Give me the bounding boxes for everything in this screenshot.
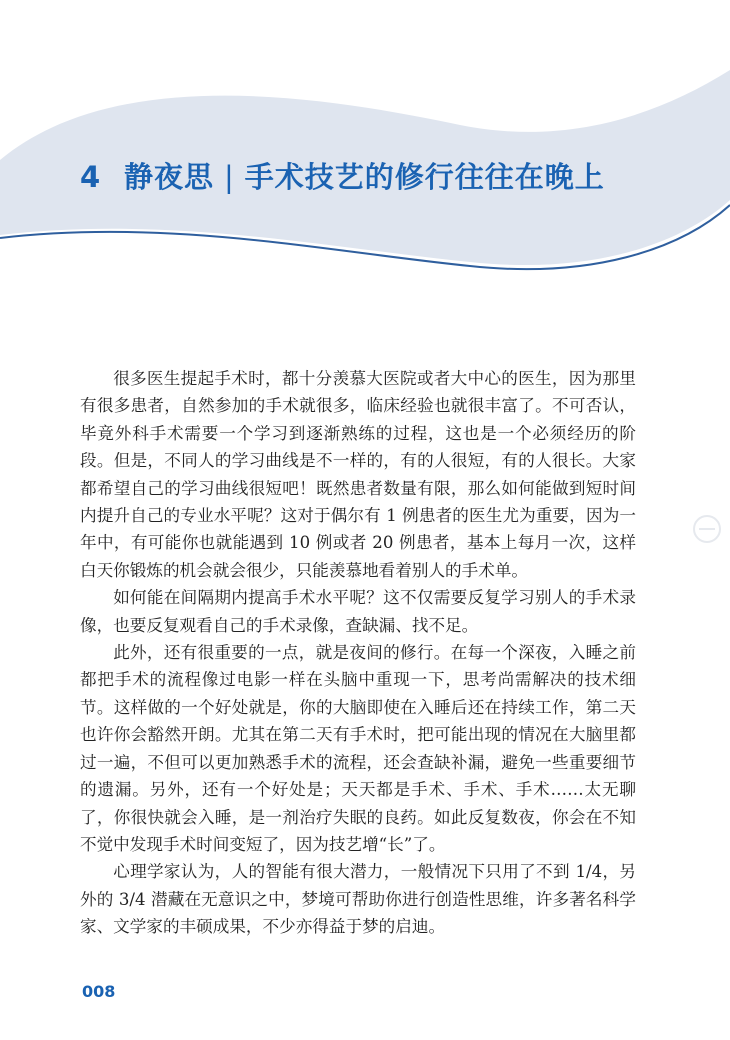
paragraph: 心理学家认为，人的智能有很大潜力，一般情况下只用了不到 1/4，另外的 3/4 潜藏在无意识之中，梦境可帮助你进行创造性思维，许多著名科学家、文学家的丰硕成果，不少亦得益于梦的启迪。 [80, 862, 636, 937]
page-number: 008 [82, 982, 116, 1001]
title-separator: | [224, 160, 235, 194]
chapter-subtitle: 手术技艺的修行往往在晚上 [244, 160, 605, 194]
chapter-name: 静夜思 [124, 160, 215, 194]
paragraph: 如何能在间隔期内提高手术水平呢？这不仅需要反复学习别人的手术录像，也要反复观看自己的手术录像，查缺漏、找不足。 [80, 588, 636, 635]
paragraph: 此外，还有很重要的一点，就是夜间的修行。在每一个深夜，入睡之前都把手术的流程像过电影一样在头脑中重现一下，思考尚需解决的技术细节。这样做的一个好处就是，你的大脑即使在入睡后还在持续工作，第二天也许你会豁然开朗。尤其在第二天有手术时，把可能出现的情况在大脑里都过一遍，不但可以更加熟悉手术的流程，还会查缺补漏，避免一些重要细节的遗漏。另外，还有一个好处是；天天都是手术、手术、手术……太无聊了，你很快就会入睡，是一剂治疗失眠的良药。如此反复数夜，你会在不知不觉中发现手术时间变短了，因为技艺增“长”了。 [80, 643, 636, 854]
chapter-title [80, 155, 700, 196]
body-text [80, 365, 636, 941]
paragraph: 很多医生提起手术时，都十分羡慕大医院或者大中心的医生，因为那里有很多患者，自然参加的手术就很多，临床经验也就很丰富了。不可否认，毕竟外科手术需要一个学习到逐渐熟练的过程，这也是一个必须经历的阶段。但是，不同人的学习曲线是不一样的，有的人很短，有的人很长。大家都希望自己的学习曲线很短吧！既然患者数量有限，那么如何能做到短时间内提升自己的专业水平呢？这对于偶尔有 1 例患者的医生尤为重要，因为一年中，有可能你也就能遇到 10 例或者 20 例患者，基本上每月一次，这样白天你锻炼的机会就会很少，只能羡慕地看着别人的手术单。 [80, 369, 636, 580]
margin-circle-icon [690, 512, 724, 546]
chapter-number: 4 [80, 160, 102, 194]
